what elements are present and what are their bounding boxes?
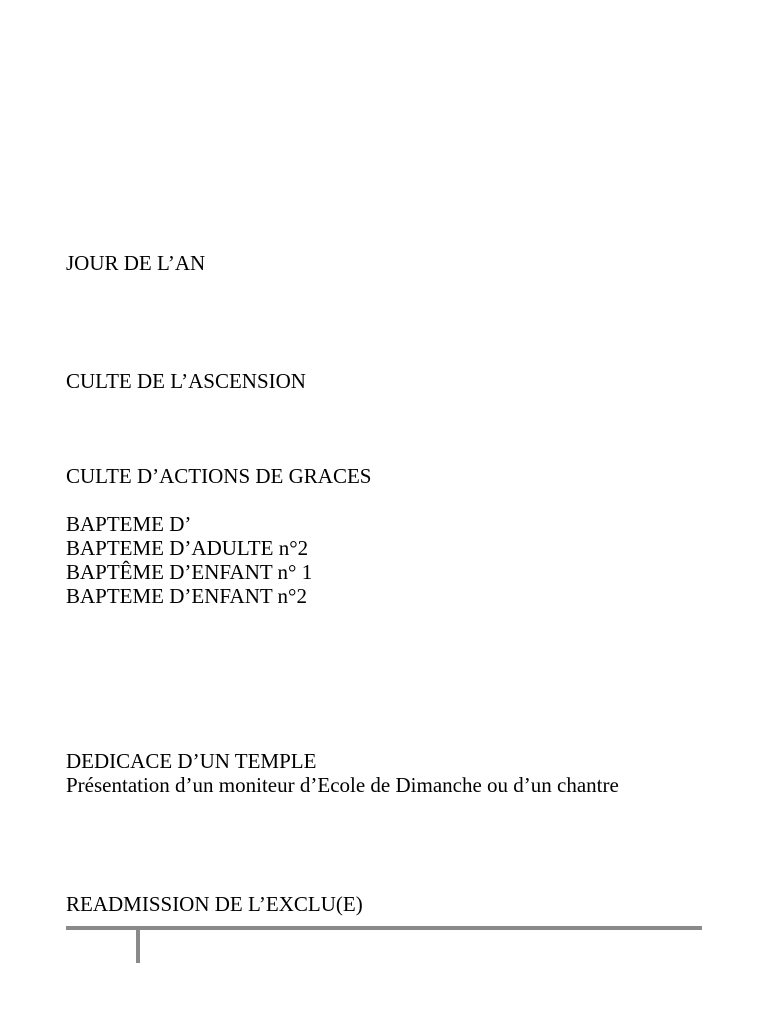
heading-bapteme-enfant-1: BAPTÊME D’ENFANT n° 1 bbox=[66, 560, 313, 584]
heading-readmission: READMISSION DE L’EXCLU(E) bbox=[66, 892, 363, 916]
heading-bapteme-adulte-2: BAPTEME D’ADULTE n°2 bbox=[66, 536, 309, 560]
heading-bapteme-enfant-2: BAPTEME D’ENFANT n°2 bbox=[66, 584, 307, 608]
vertical-divider bbox=[136, 930, 140, 963]
heading-bapteme: BAPTEME D’ bbox=[66, 512, 192, 536]
horizontal-divider bbox=[66, 926, 702, 930]
heading-jour-de-l-an: JOUR DE L’AN bbox=[66, 251, 206, 275]
heading-dedicace-temple: DEDICACE D’UN TEMPLE bbox=[66, 749, 317, 773]
heading-culte-ascension: CULTE DE L’ASCENSION bbox=[66, 369, 306, 393]
heading-presentation-moniteur: Présentation d’un moniteur d’Ecole de Dimanche ou d’un chantre bbox=[66, 773, 619, 797]
heading-culte-actions-graces: CULTE D’ACTIONS DE GRACES bbox=[66, 464, 372, 488]
